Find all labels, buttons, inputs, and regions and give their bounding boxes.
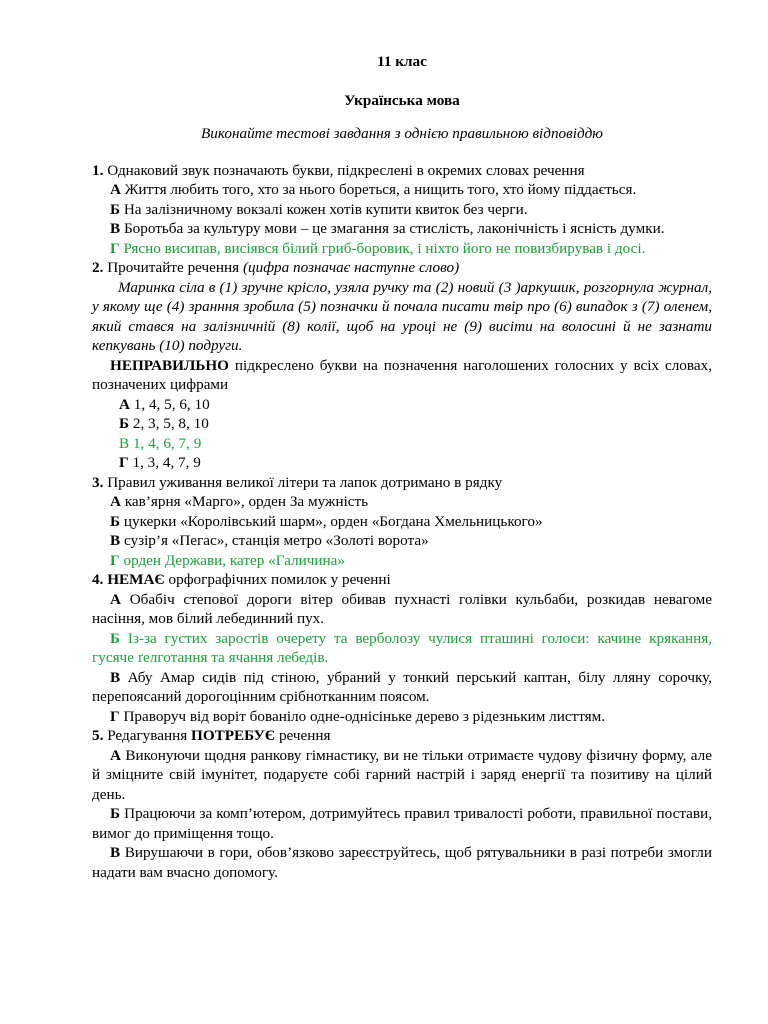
- question-3: [92, 473, 712, 571]
- question-4-stem: 4. НЕМАЄ орфографічних помилок у реченні: [92, 571, 391, 588]
- question-5-stem: 5. Редагування ПОТРЕБУЄ речення: [92, 727, 331, 744]
- option-b: Б На залізничному вокзалі кожен хотів купити квиток без черги.: [110, 200, 528, 218]
- question-2-question: НЕПРАВИЛЬНО підкреслено букви на позначення наголошених голосних у всіх словах, позначених цифрами: [92, 356, 712, 393]
- option-d-correct: Г орден Держави, катер «Галичина»: [110, 551, 345, 569]
- option-b: Б цукерки «Королівський шарм», орден «Богдана Хмельницького»: [110, 512, 543, 530]
- option-a: А 1, 4, 5, 6, 10: [119, 395, 210, 413]
- option-a: А Виконуючи щодня ранкову гімнастику, ви не тільки отримаєте чудову фізичну форму, але й зміцните свій імунітет, подаруєте собі гарний настрій і заряд енергії та позитиву на цілий день.: [92, 746, 712, 803]
- question-2-options: [92, 395, 712, 473]
- option-a: А Життя любить того, хто за нього бореться, а нищить того, хто йому піддається.: [110, 181, 637, 198]
- option-b-correct: Б Із-за густих заростів очерету та верболозу чулися пташині голоси: качине крякання, гусяче ґелготання та ячання лебедів.: [92, 629, 713, 666]
- option-c-correct: В 1, 4, 6, 7, 9: [119, 434, 202, 452]
- question-3-stem: 3. Правил уживання великої літери та лапок дотримано в рядку: [92, 473, 503, 491]
- option-c: В Боротьба за культуру мови – це змагання за стислість, лаконічність і ясність думки.: [110, 220, 665, 237]
- option-c: В сузір’я «Пегас», станція метро «Золоті ворота»: [110, 532, 429, 549]
- question-2-stem: 2. Прочитайте речення (цифра позначає наступне слово): [92, 259, 460, 276]
- option-a: А Обабіч степової дороги вітер обивав пухнасті голівки кульбаби, розкидав невагоме насіння, мов білий лебединний пух.: [92, 590, 713, 627]
- option-d: Г Праворуч від воріт бованіло одне-однісіньке дерево з рідезньким листтям.: [110, 707, 606, 725]
- option-c: В Вирушаючи в гори, обов’язково зареєструйтесь, щоб рятувальники в разі потреби змогли надати вам вчасно допомогу.: [92, 844, 712, 881]
- subject-heading: Українська мова: [344, 91, 460, 109]
- instruction-text: Виконайте тестові завдання з однією правильною відповіддю: [200, 125, 604, 142]
- option-d: Г 1, 3, 4, 7, 9: [119, 454, 201, 471]
- question-2-passage: Маринка сіла в (1) зручне крісло, узяла ручку та (2) новий (3 )аркушик, розгорнула журнал, у якому ще (4) зранння зробила (5) позначки й почала писати твір про (6) випадок з (7) оленем, який стався на залізничній (8) колії, щоб на уроці не (9) висіти на волосині й не зазнати кепкувань (10) подруги.: [92, 278, 712, 354]
- question-1-stem: 1. Однаковий звук позначають букви, підкреслені в окремих словах речення: [92, 161, 585, 179]
- option-c: В Абу Амар сидів під стіною, убраний у тонкий перський каптан, білу лляну сорочку, перепоясаний дорогоцінним срібнотканним поясом.: [92, 668, 713, 705]
- question-5: [92, 726, 712, 882]
- question-1: [92, 161, 712, 259]
- grade-heading: 11 клас: [377, 53, 427, 70]
- option-a: А кав’ярня «Марго», орден За мужність: [110, 493, 369, 510]
- option-b: Б 2, 3, 5, 8, 10: [119, 415, 209, 432]
- option-d-correct: Г Рясно висипав, висіявся білий гриб-боровик, і ніхто його не повизбирував і досі.: [110, 239, 646, 257]
- option-b: Б Працюючи за комп’ютером, дотримуйтесь правил тривалості роботи, правильної постави, вимог до приміщення тощо.: [92, 805, 713, 842]
- question-2: [92, 258, 712, 473]
- question-4: [92, 570, 712, 726]
- question-number: 1.: [92, 161, 104, 179]
